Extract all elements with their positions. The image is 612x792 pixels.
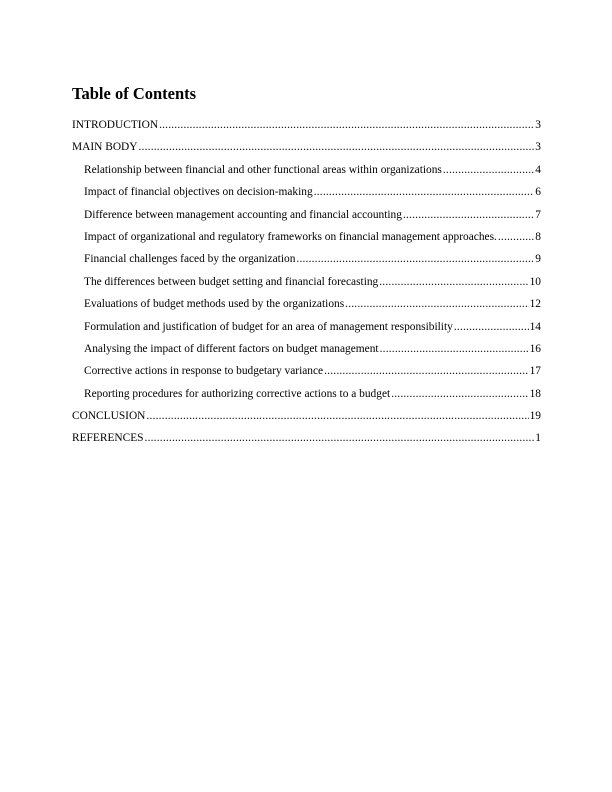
toc-entry-main-body[interactable] xyxy=(72,138,541,160)
toc-entry-text: Reporting procedures for authorizing corrective actions to a budget xyxy=(84,387,391,400)
toc-entry-budget-vs-forecasting[interactable] xyxy=(72,273,541,295)
toc-leader-dots xyxy=(146,407,528,425)
toc-page-number: 3 xyxy=(535,141,541,154)
toc-entry-conclusion[interactable] xyxy=(72,407,541,429)
toc-leader-dots xyxy=(380,340,529,358)
toc-entry-budget-formulation[interactable] xyxy=(72,318,541,340)
toc-entry-financial-functional-areas[interactable] xyxy=(72,161,541,183)
toc-entry-financial-objectives[interactable] xyxy=(72,183,541,205)
toc-entry-text: Formulation and justification of budget for an area of management responsibility xyxy=(84,320,453,333)
toc-leader-dots xyxy=(314,183,535,201)
toc-page-number: 19 xyxy=(529,410,541,423)
toc-entry-text: Impact of organizational and regulatory frameworks on financial management approaches. xyxy=(84,230,497,243)
toc-entry-text: Impact of financial objectives on decision-making xyxy=(84,186,313,199)
toc-entry-reporting-procedures[interactable] xyxy=(72,385,541,407)
toc-page-number: 12 xyxy=(529,298,541,311)
toc-entry-text: Evaluations of budget methods used by the organizations xyxy=(84,298,345,311)
toc-entry-text: CONCLUSION xyxy=(72,410,146,423)
toc-leader-dots xyxy=(391,385,528,403)
toc-page-number: 3 xyxy=(535,119,541,131)
toc-leader-dots xyxy=(159,116,534,134)
toc-entry-management-vs-financial-accounting[interactable] xyxy=(72,206,541,228)
toc-page-number: 1 xyxy=(535,432,541,445)
toc-page-number: 9 xyxy=(535,253,541,266)
toc-entry-budget-methods[interactable] xyxy=(72,295,541,317)
toc-entry-corrective-actions[interactable] xyxy=(72,362,541,384)
toc-leader-dots xyxy=(498,228,534,246)
toc-entry-text: Analysing the impact of different factors on budget management xyxy=(84,342,379,355)
toc-entry-financial-challenges[interactable] xyxy=(72,250,541,272)
toc-page-number: 8 xyxy=(535,230,541,243)
toc-page-number: 6 xyxy=(535,186,541,199)
toc-leader-dots xyxy=(443,161,534,179)
toc-page-number: 16 xyxy=(529,342,541,355)
toc-leader-dots xyxy=(379,273,528,291)
toc-entry-text: Difference between management accounting and financial accounting xyxy=(84,208,402,221)
toc-entry-regulatory-frameworks[interactable] xyxy=(72,228,541,250)
toc-leader-dots xyxy=(139,138,535,156)
toc-leader-dots xyxy=(345,295,528,313)
toc-entry-budget-factors[interactable] xyxy=(72,340,541,362)
toc-page-number: 18 xyxy=(529,387,541,400)
toc-list xyxy=(72,116,541,452)
toc-entry-text: Corrective actions in response to budgetary variance xyxy=(84,365,324,378)
toc-page-number: 4 xyxy=(535,163,541,176)
toc-page-number: 14 xyxy=(529,320,541,333)
toc-entry-introduction[interactable] xyxy=(72,116,541,138)
toc-leader-dots xyxy=(145,429,535,447)
toc-entry-text: MAIN BODY xyxy=(72,141,138,154)
toc-page-number: 10 xyxy=(529,275,541,288)
toc-leader-dots xyxy=(296,250,534,268)
toc-entry-references[interactable] xyxy=(72,429,541,451)
toc-entry-text: INTRODUCTION xyxy=(72,119,159,131)
toc-page-number: 17 xyxy=(529,365,541,378)
toc-entry-text: Relationship between financial and other functional areas within organizations xyxy=(84,163,442,176)
toc-leader-dots xyxy=(324,362,528,380)
toc-entry-text: REFERENCES xyxy=(72,432,144,445)
toc-title: Table of Contents xyxy=(72,84,197,103)
toc-entry-text: The differences between budget setting and financial forecasting xyxy=(84,275,379,288)
toc-leader-dots xyxy=(403,206,534,224)
toc-page-number: 7 xyxy=(535,208,541,221)
toc-leader-dots xyxy=(454,318,529,336)
toc-entry-text: Financial challenges faced by the organization xyxy=(84,253,296,266)
